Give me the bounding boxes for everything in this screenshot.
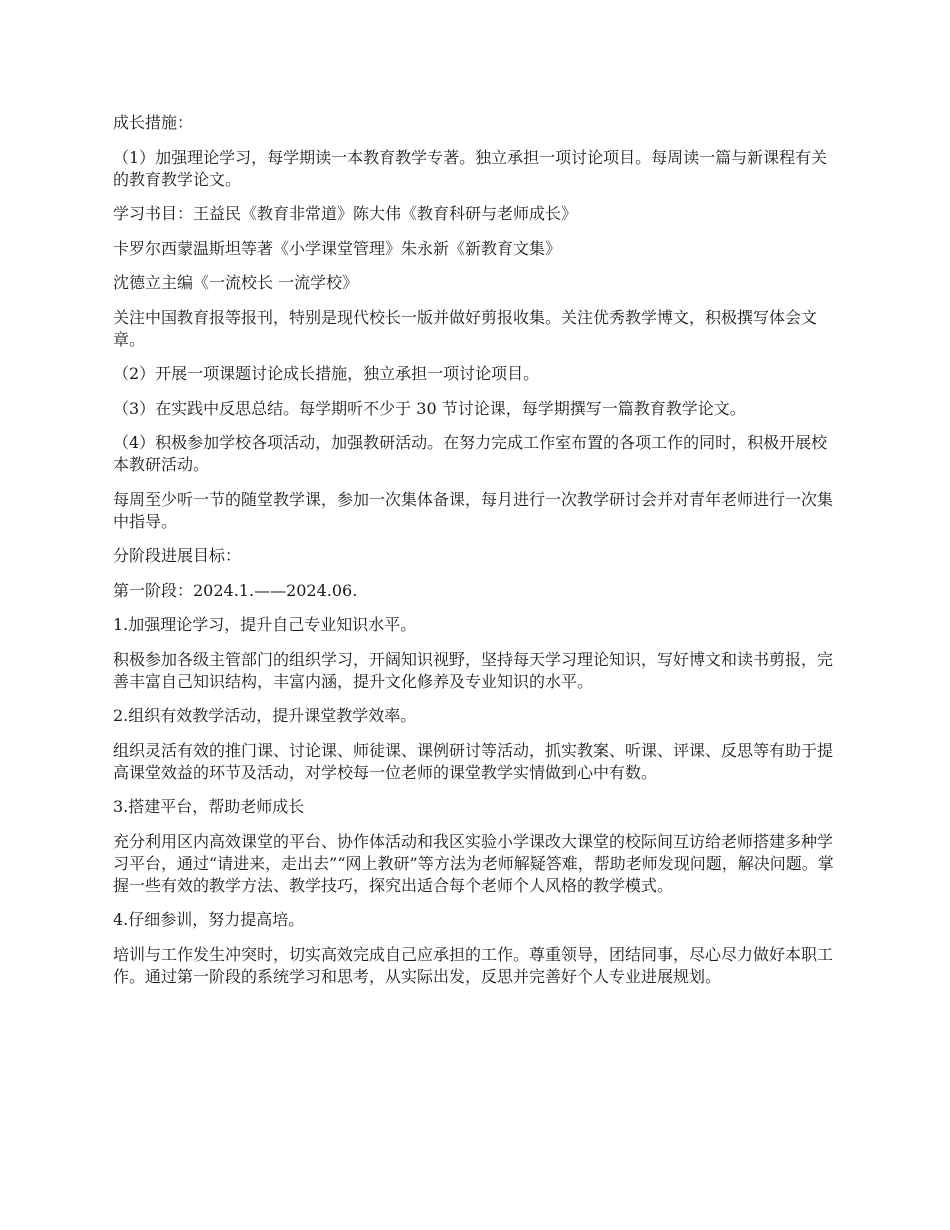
paragraph-reading-list-1: 学习书目：王益民《教育非常道》陈大伟《教育科研与老师成长》 <box>113 204 578 223</box>
paragraph-stage-one-dates: 第一阶段：2024.1.——2024.06. <box>113 580 358 600</box>
paragraph-goal-4-title: 4.仔细参训，努力提高培。 <box>113 910 305 929</box>
paragraph-goal-2-body: 组织灵活有效的推门课、讨论课、师徒课、课例研讨等活动，抓实教案、听课、评课、反思等有助于提高课堂效益的环节及活动，对学校每一位老师的课堂教学实情做到心中有数。 <box>113 740 834 782</box>
paragraph-goal-3-title: 3.搭建平台，帮助老师成长 <box>113 797 305 816</box>
paragraph-measure-2: （2）开展一项课题讨论成长措施，独立承担一项讨论项目。 <box>113 364 540 383</box>
paragraph-stage-goals-heading: 分阶段进展目标： <box>113 546 242 565</box>
paragraph-goal-3-body: 充分利用区内高效课堂的平台、协作体活动和我区实验小学课改大课堂的校际间互访给老师搭建多种学习平台，通过“请进来，走出去”“网上教研”等方法为老师解疑答难，帮助老师发现问题，解决问题。掌握一些有效的教学方法、教学技巧，探究出适合每个老师个人风格的教学模式。 <box>113 831 834 895</box>
paragraph-goal-4-body: 培训与工作发生冲突时，切实高效完成自己应承担的工作。尊重领导，团结同事，尽心尽力做好本职工作。通过第一阶段的系统学习和思考，从实际出发，反思并完善好个人专业进展规划。 <box>113 944 834 986</box>
paragraph-reading-list-2: 卡罗尔西蒙温斯坦等著《小学课堂管理》朱永新《新教育文集》 <box>113 238 562 258</box>
paragraph-reading-list-3: 沈德立主编《一流校长 一流学校》 <box>113 273 359 292</box>
paragraph-growth-measures-heading: 成长措施： <box>113 113 194 132</box>
paragraph-newspaper-attention: 关注中国教育报等报刊，特别是现代校长一版并做好剪报收集。关注优秀教学博文，积极撰写体会文章。 <box>113 307 818 349</box>
paragraph-weekly-lessons: 每周至少听一节的随堂教学课，参加一次集体备课，每月进行一次教学研讨会并对青年老师进行一次集中指导。 <box>113 489 834 531</box>
paragraph-goal-1-title: 1.加强理论学习，提升自己专业知识水平。 <box>113 615 417 634</box>
paragraph-measure-1: （1）加强理论学习，每学期读一本教育教学专著。独立承担一项讨论项目。每周读一篇与新课程有关的教育教学论文。 <box>113 147 828 189</box>
paragraph-measure-4: （4）积极参加学校各项活动，加强教研活动。在努力完成工作室布置的各项工作的同时，积极开展校本教研活动。 <box>113 433 828 474</box>
paragraph-goal-1-body: 积极参加各级主管部门的组织学习，开阔知识视野，坚持每天学习理论知识，写好博文和读书剪报，完善丰富自己知识结构，丰富内涵，提升文化修养及专业知识的水平。 <box>113 649 834 691</box>
document-body <box>113 112 841 1000</box>
paragraph-measure-3: （3）在实践中反思总结。每学期听不少于 30 节讨论课，每学期撰写一篇教育教学论文。 <box>113 398 746 418</box>
paragraph-goal-2-title: 2.组织有效教学活动，提升课堂教学效率。 <box>113 706 417 725</box>
